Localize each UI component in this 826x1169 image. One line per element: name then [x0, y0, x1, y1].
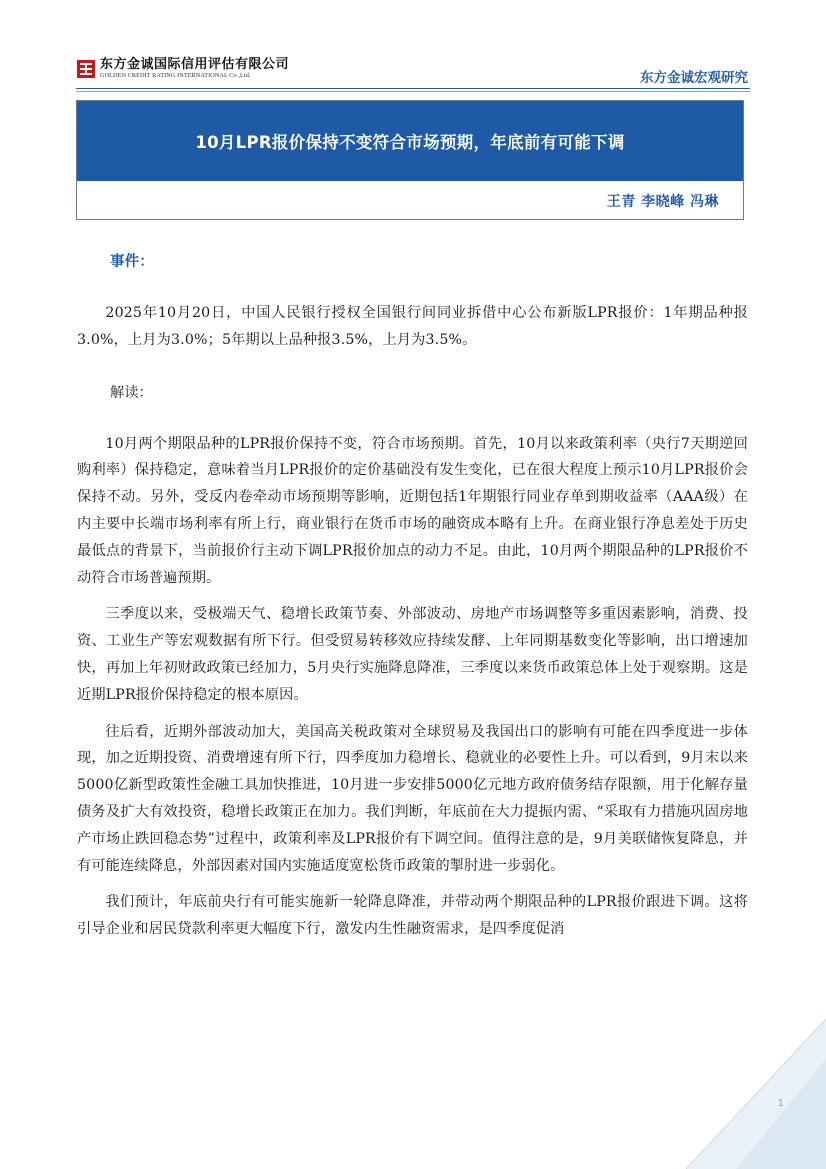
logo-english-name: GOLDEN CREDIT RATING INTERNATIONAL Co.,Ltd.: [100, 72, 251, 79]
analysis-paragraph: 三季度以来，受极端天气、稳增长政策节奏、外部波动、房地产市场调整等多重因素影响，消费、投资、工业生产等宏观数据有所下行。但受贸易转移效应持续发酵、上年同期基数变化等影响，出口增速加快，再加上年初财政政策已经加力，5月央行实施降息降准，三季度以来货币政策总体上处于观察期。这是近期LPR报价保持稳定的根本原因。: [77, 606, 748, 703]
analysis-heading: 解读：: [110, 384, 154, 401]
analysis-paragraph: 10月两个期限品种的LPR报价保持不变，符合市场预期。首先，10月以来政策利率（央行7天期逆回购利率）保持稳定，意味着当月LPR报价的定价基础没有发生变化，已在很大程度上预示10月LPR报价会保持不动。另外，受反内卷牵动市场预期等影响，近期包括1年期银行同业存单到期收益率（AAA级）在内主要中长端市场利率有所上行，商业银行在货币市场的融资成本略有上升。在商业银行净息差处于历史最低点的背景下，当前报价行主动下调LPR报价加点的动力不足。由此，10月两个期限品种的LPR报价不动符合市场普遍预期。: [77, 435, 748, 586]
corner-decoration: [626, 999, 826, 1169]
title-band: [77, 101, 743, 181]
report-title: 10月LPR报价保持不变符合市场预期，年底前有可能下调: [195, 133, 625, 152]
brand-label: 东方金诚宏观研究: [640, 70, 748, 86]
logo-mark-icon: [76, 59, 96, 79]
title-box: [76, 100, 744, 220]
event-paragraph: 2025年10月20日，中国人民银行授权全国银行间同业拆借中心公布新版LPR报价：1年期品种报3.0%，上月为3.0%；5年期以上品种报3.5%，上月为3.5%。: [77, 305, 748, 348]
company-logo: [76, 58, 289, 79]
header-divider: [76, 88, 750, 89]
analysis-paragraph: 往后看，近期外部波动加大，美国高关税政策对全球贸易及我国出口的影响有可能在四季度进一步体现，加之近期投资、消费增速有所下行，四季度加力稳增长、稳就业的必要性上升。可以看到，9月末以来5000亿新型政策性金融工具加快推进，10月进一步安排5000亿元地方政府债务结存限额，用于化解存量债务及扩大有效投资，稳增长政策正在加力。我们判断，年底前在大力提振内需、“采取有力措施巩固房地产市场止跌回稳态势”过程中，政策利率及LPR报价有下调空间。值得注意的是，9月美联储恢复降息，并有可能连续降息，外部因素对国内实施适度宽松货币政策的掣肘进一步弱化。: [77, 723, 748, 874]
logo-chinese-name: 东方金诚国际信用评估有限公司: [100, 57, 290, 72]
analysis-paragraph: 我们预计，年底前央行有可能实施新一轮降息降准，并带动两个期限品种的LPR报价跟进下调。这将引导企业和居民贷款利率更大幅度下行，激发内生性融资需求，是四季度促消: [77, 894, 748, 938]
page-number: 1: [777, 1098, 784, 1109]
event-heading: 事件：: [110, 254, 154, 270]
report-body: [77, 248, 748, 943]
header-divider-thin: [76, 91, 750, 92]
report-authors: 王青 李晓峰 冯琳: [606, 194, 719, 210]
